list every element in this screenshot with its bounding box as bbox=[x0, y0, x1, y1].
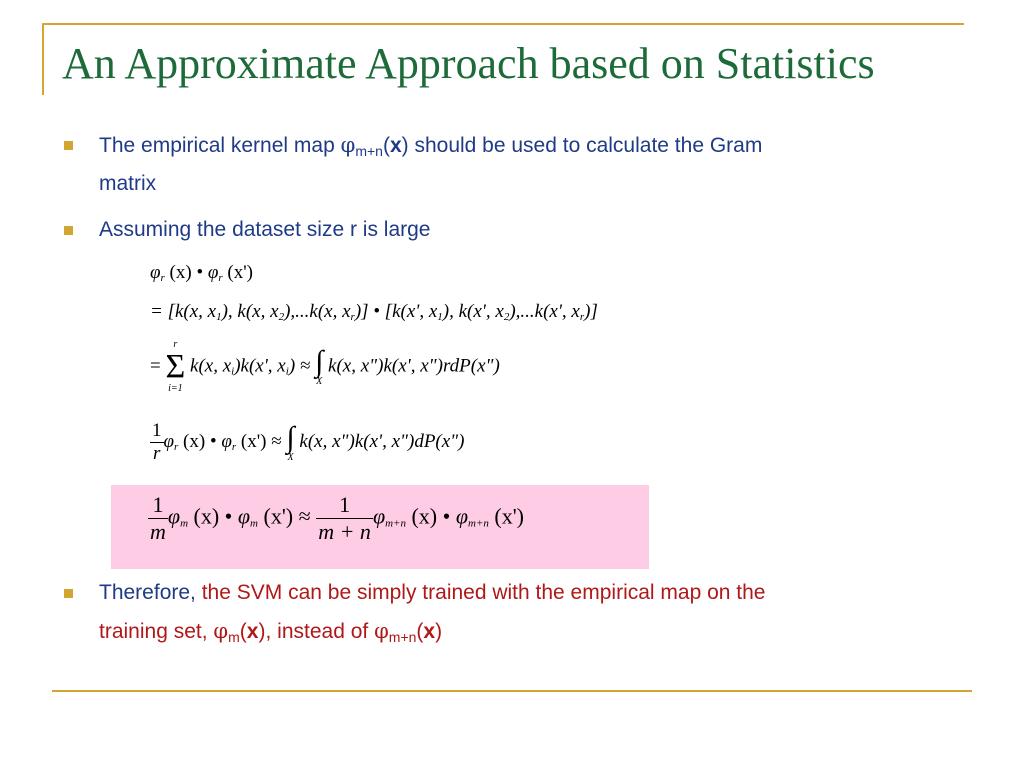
sum-sign: Σ bbox=[165, 348, 186, 385]
eq2-p3: ),...k(x, x bbox=[284, 301, 351, 322]
eq2-p5: ), k(x', x bbox=[442, 301, 504, 322]
eq3-c: ) ≈ bbox=[288, 355, 316, 377]
eq2-s1: 1 bbox=[216, 311, 222, 323]
eq2-s2: 2 bbox=[278, 311, 285, 323]
integral-domain: X bbox=[316, 376, 323, 387]
eq2-p4: )] • [k(x', x bbox=[354, 301, 438, 322]
bullet-1-text-c: matrix bbox=[99, 172, 157, 195]
eq3-si2: i bbox=[285, 365, 289, 378]
vector-x: x bbox=[423, 620, 436, 643]
bullet-3-text-b: the SVM can be simply trained with the empirical map on the bbox=[201, 581, 766, 604]
fraction-1-over-m bbox=[148, 492, 168, 545]
eq1-phi: φ bbox=[150, 262, 161, 283]
phi-symbol: φ bbox=[340, 133, 356, 157]
paren-close: ) bbox=[258, 620, 266, 643]
frac-den: m bbox=[150, 519, 166, 544]
eq3-a: k(x, x bbox=[185, 355, 232, 377]
eq4-dot: • bbox=[205, 430, 222, 452]
eq2-s6: r bbox=[579, 311, 585, 323]
eq1-sub: r bbox=[160, 272, 165, 284]
sum-upper: r bbox=[173, 339, 178, 350]
eq3-eq: = bbox=[150, 355, 166, 377]
integral bbox=[286, 420, 295, 463]
slide-title: An Approximate Approach based on Statistics bbox=[62, 39, 875, 88]
vector-x: x bbox=[389, 134, 402, 157]
eq5-phi3: φ bbox=[372, 503, 386, 529]
eq4-sub: r bbox=[174, 440, 179, 453]
eq4-d: k(x, x")k(x', x")dP(x") bbox=[294, 430, 465, 452]
eq3-d: k(x, x")k(x', x")rdP(x") bbox=[323, 355, 500, 377]
bullet-marker bbox=[64, 226, 73, 235]
eq2-p2: ), k(x, x bbox=[221, 301, 279, 322]
bullet-1-text-b: should be used to calculate the Gram bbox=[408, 134, 763, 157]
eq4-phi2: φ bbox=[221, 430, 232, 452]
eq3-b: )k(x', x bbox=[234, 355, 286, 377]
bullet-2: Assuming the dataset size r is large bbox=[99, 218, 431, 241]
equation-line-5 bbox=[148, 492, 524, 545]
eq5-b: (x') ≈ bbox=[258, 503, 317, 529]
bullet-3-text-d: , instead of bbox=[265, 620, 375, 643]
bullet-3 bbox=[99, 574, 979, 651]
frac-num: 1 bbox=[152, 420, 162, 441]
eq5-phi: φ bbox=[167, 503, 181, 529]
eq2-s3: r bbox=[350, 311, 355, 323]
bullet-3-text-c: training set, bbox=[99, 620, 214, 643]
paren-open: ( bbox=[239, 620, 247, 643]
bullet-marker bbox=[64, 141, 73, 150]
eq5-phi4: φ bbox=[455, 503, 469, 529]
eq2-s4: 1 bbox=[437, 311, 443, 323]
bullet-marker bbox=[64, 589, 73, 598]
eq1-sub2: r bbox=[218, 272, 223, 284]
eq1-b: (x') bbox=[222, 262, 253, 283]
integral-sign: ∫ bbox=[286, 420, 295, 454]
frac-den: r bbox=[150, 442, 164, 465]
phi-symbol: φ bbox=[213, 619, 229, 643]
eq2-p1: = [k(x, x bbox=[150, 301, 217, 322]
eq5-a: (x) bbox=[188, 503, 220, 529]
equation-line-3 bbox=[150, 340, 500, 394]
title-frame-left bbox=[42, 23, 44, 95]
paren-open: ( bbox=[382, 134, 390, 157]
frac-num: 1 bbox=[152, 492, 164, 517]
summation bbox=[165, 340, 185, 394]
bullet-1 bbox=[99, 126, 979, 203]
paren-close: ) bbox=[435, 620, 443, 643]
eq1-phi2: φ bbox=[207, 262, 219, 283]
sum-lower: i=1 bbox=[168, 383, 183, 394]
equation-line-2 bbox=[150, 301, 598, 323]
eq5-c: (x) bbox=[405, 503, 438, 529]
eq5-dot2: • bbox=[437, 503, 456, 529]
eq2-p7: )] bbox=[584, 301, 598, 322]
eq3-si1: i bbox=[231, 365, 235, 378]
phi-subscript: m+n bbox=[355, 143, 383, 159]
paren-close: ) bbox=[401, 134, 409, 157]
integral-sign: ∫ bbox=[315, 345, 324, 378]
eq1-a: (x) bbox=[164, 262, 192, 283]
frac-num: 1 bbox=[339, 492, 351, 517]
eq4-sub2: r bbox=[231, 440, 237, 453]
fraction-1-over-m-plus-n bbox=[316, 492, 373, 545]
bullet-3-text-a: Therefore, bbox=[99, 581, 202, 604]
equation-line-4 bbox=[150, 420, 465, 465]
fraction-1-over-r bbox=[150, 420, 164, 465]
phi-subscript: m+n bbox=[388, 629, 417, 645]
phi-subscript: m bbox=[228, 629, 240, 645]
eq2-p6: ),...k(x', x bbox=[509, 301, 580, 322]
phi-symbol: φ bbox=[374, 619, 389, 643]
integral bbox=[315, 347, 323, 387]
eq5-sub3: m+n bbox=[385, 517, 406, 530]
bullet-1-text-a: The empirical kernel map bbox=[99, 134, 341, 157]
eq4-b: (x') ≈ bbox=[236, 430, 287, 452]
eq5-sub2: m bbox=[250, 517, 258, 530]
eq5-d: (x') bbox=[488, 503, 525, 529]
integral-domain: X bbox=[287, 451, 294, 463]
eq5-phi2: φ bbox=[237, 503, 251, 529]
eq5-sub: m bbox=[180, 517, 189, 530]
vector-x: x bbox=[246, 620, 259, 643]
eq4-a: (x) bbox=[178, 430, 206, 452]
equation-line-1 bbox=[150, 262, 253, 284]
paren-open: ( bbox=[416, 620, 424, 643]
eq4-phi: φ bbox=[163, 430, 175, 452]
title-frame-top bbox=[44, 23, 964, 25]
eq2-s5: 2 bbox=[503, 311, 510, 323]
eq5-sub4: m+n bbox=[468, 517, 489, 530]
eq5-dot: • bbox=[219, 503, 238, 529]
footer-rule bbox=[52, 690, 972, 692]
eq1-dot: • bbox=[191, 262, 208, 283]
frac-den: m + n bbox=[318, 519, 371, 544]
